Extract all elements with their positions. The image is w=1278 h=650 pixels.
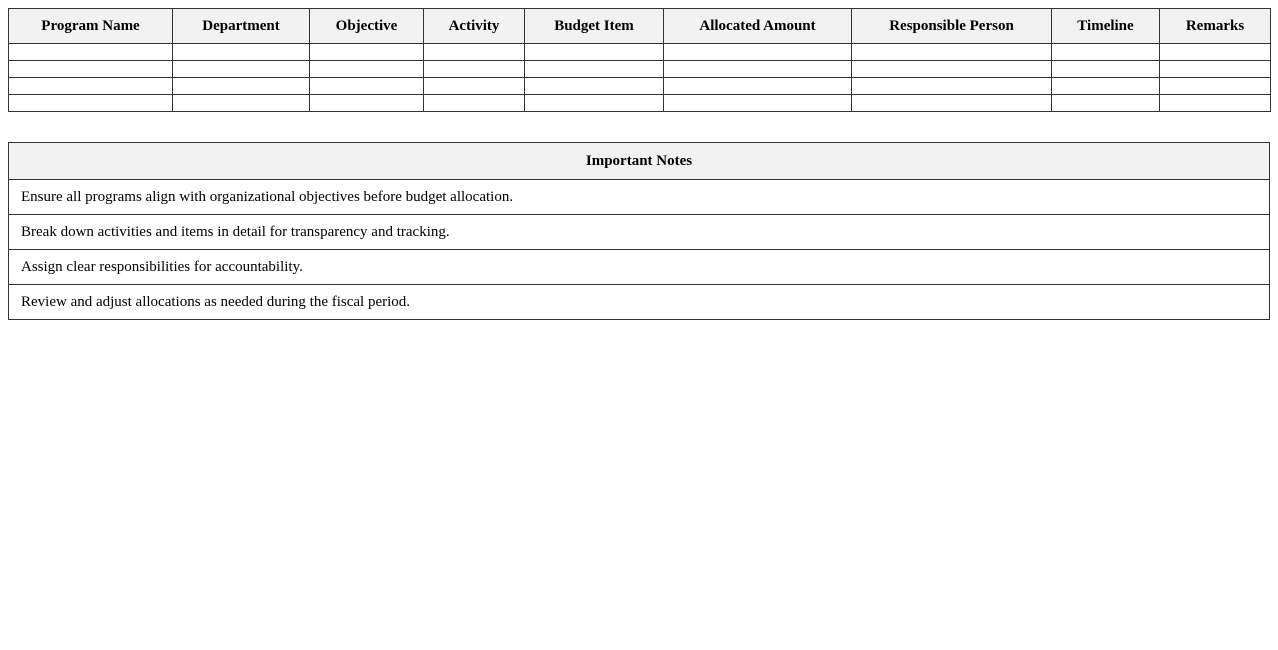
note-text: Break down activities and items in detail for transparency and tracking. [9,215,1270,250]
note-text: Ensure all programs align with organizational objectives before budget allocation. [9,180,1270,215]
table-cell[interactable] [1160,95,1271,112]
table-cell[interactable] [310,61,424,78]
page [0,0,1278,320]
table-cell[interactable] [852,61,1052,78]
table-cell[interactable] [9,78,173,95]
budget-header-row [9,9,1271,44]
note-row [9,285,1270,320]
notes-table [8,142,1270,320]
table-cell[interactable] [424,78,525,95]
table-cell[interactable] [9,44,173,61]
table-cell[interactable] [173,78,310,95]
column-header-responsible-person: Responsible Person [852,9,1052,44]
table-cell[interactable] [525,95,664,112]
note-row [9,250,1270,285]
table-cell[interactable] [310,44,424,61]
table-cell[interactable] [852,95,1052,112]
note-row [9,215,1270,250]
table-cell[interactable] [1160,44,1271,61]
notes-title: Important Notes [9,143,1270,180]
table-row [9,95,1271,112]
table-cell[interactable] [525,78,664,95]
note-text: Assign clear responsibilities for accountability. [9,250,1270,285]
table-cell[interactable] [525,61,664,78]
table-cell[interactable] [664,44,852,61]
column-header-department: Department [173,9,310,44]
table-cell[interactable] [1052,44,1160,61]
table-cell[interactable] [1052,61,1160,78]
table-cell[interactable] [1160,61,1271,78]
column-header-allocated-amount: Allocated Amount [664,9,852,44]
table-cell[interactable] [310,78,424,95]
table-cell[interactable] [664,61,852,78]
table-cell[interactable] [1052,95,1160,112]
table-cell[interactable] [173,44,310,61]
note-text: Review and adjust allocations as needed during the fiscal period. [9,285,1270,320]
column-header-timeline: Timeline [1052,9,1160,44]
table-cell[interactable] [664,95,852,112]
table-row [9,44,1271,61]
table-cell[interactable] [852,78,1052,95]
column-header-budget-item: Budget Item [525,9,664,44]
notes-header-row [9,143,1270,180]
table-cell[interactable] [1052,78,1160,95]
column-header-objective: Objective [310,9,424,44]
table-cell[interactable] [424,95,525,112]
table-cell[interactable] [1160,78,1271,95]
note-row [9,180,1270,215]
table-cell[interactable] [424,44,525,61]
table-cell[interactable] [664,78,852,95]
table-cell[interactable] [424,61,525,78]
table-row [9,78,1271,95]
table-cell[interactable] [9,95,173,112]
table-cell[interactable] [173,95,310,112]
table-cell[interactable] [525,44,664,61]
table-row [9,61,1271,78]
table-cell[interactable] [9,61,173,78]
column-header-activity: Activity [424,9,525,44]
table-cell[interactable] [310,95,424,112]
table-cell[interactable] [173,61,310,78]
column-header-remarks: Remarks [1160,9,1271,44]
column-header-program-name: Program Name [9,9,173,44]
budget-table [8,8,1271,112]
table-cell[interactable] [852,44,1052,61]
budget-table-body [9,44,1271,112]
